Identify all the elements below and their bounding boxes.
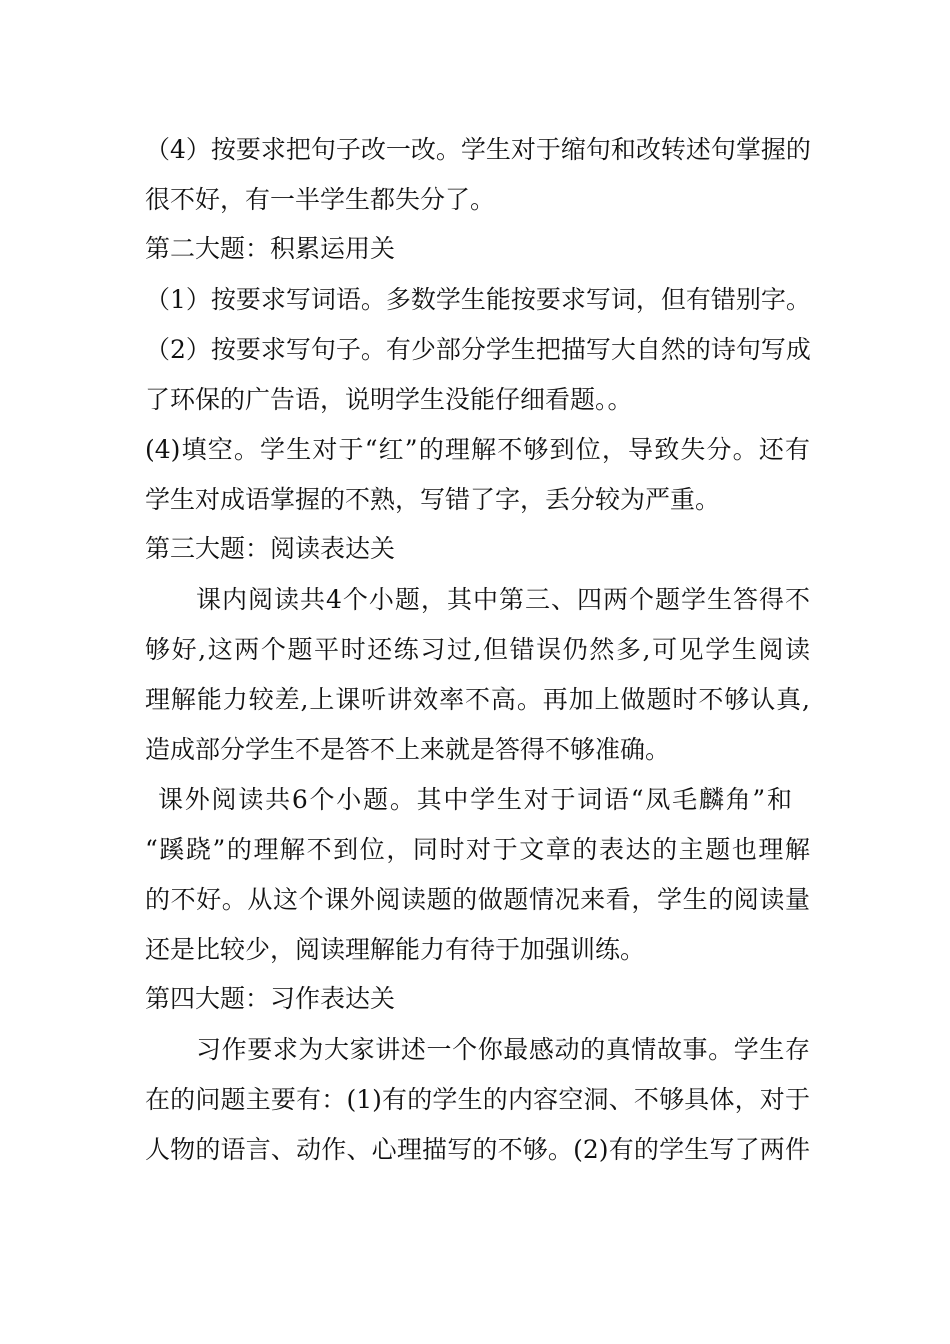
text-line: （4）按要求把句子改一改。学生对于缩句和改转述句掌握的 (145, 135, 811, 164)
text-line: 够好,这两个题平时还练习过,但错误仍然多,可见学生阅读 (145, 635, 810, 664)
text-line: 课外阅读共6个小题。其中学生对于词语“凤毛麟角”和 (158, 785, 792, 814)
text-line: 理解能力较差,上课听讲效率不高。再加上做题时不够认真, (145, 685, 810, 714)
text-line: （2）按要求写句子。有少部分学生把描写大自然的诗句写成 (145, 335, 811, 364)
text-line: “蹊跷”的理解不到位，同时对于文章的表达的主题也理解 (145, 835, 810, 864)
text-line: 课内阅读共4个小题，其中第三、四两个题学生答得不 (196, 585, 810, 614)
text-line: (4)填空。学生对于“红”的理解不够到位，导致失分。还有 (145, 435, 810, 464)
section-heading: 第四大题：习作表达关 (145, 984, 396, 1013)
text-line: （1）按要求写词语。多数学生能按要求写词，但有错别字。 (145, 285, 811, 314)
text-line: 习作要求为大家讲述一个你最感动的真情故事。学生存 (196, 1035, 810, 1064)
section-heading: 第二大题：积累运用关 (145, 234, 396, 263)
text-line: 在的问题主要有：(1)有的学生的内容空洞、不够具体，对于 (145, 1085, 810, 1114)
text-line: 人物的语言、动作、心理描写的不够。(2)有的学生写了两件 (145, 1135, 810, 1164)
section-heading: 第三大题：阅读表达关 (145, 534, 396, 563)
text-line: 很不好，有一半学生都失分了。 (145, 185, 496, 214)
text-line: 的不好。从这个课外阅读题的做题情况来看，学生的阅读量 (145, 885, 810, 914)
text-line: 造成部分学生不是答不上来就是答得不够准确。 (145, 735, 671, 764)
text-line: 了环保的广告语，说明学生没能仔细看题。。 (145, 385, 633, 414)
text-line: 学生对成语掌握的不熟，写错了字，丢分较为严重。 (145, 485, 721, 514)
text-line: 还是比较少，阅读理解能力有待于加强训练。 (145, 935, 646, 964)
